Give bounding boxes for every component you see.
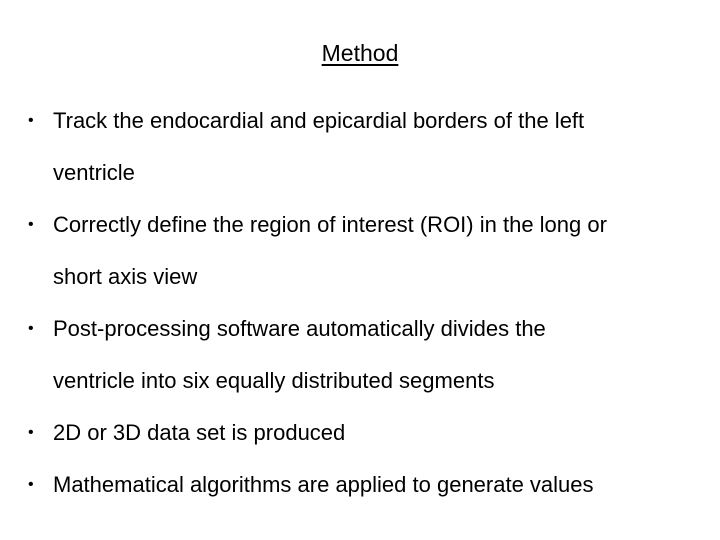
bullet-icon: • <box>28 476 34 493</box>
bullet-list <box>26 95 716 511</box>
bullet-item <box>26 303 716 407</box>
slide-title: Method <box>321 40 399 66</box>
bullet-text-line: Mathematical algorithms are applied to generate values <box>53 472 594 497</box>
bullet-icon: • <box>28 216 34 233</box>
bullet-item <box>26 459 716 511</box>
bullet-icon: • <box>28 424 34 441</box>
bullet-item <box>26 95 716 199</box>
bullet-item <box>26 199 716 303</box>
bullet-icon: • <box>28 112 34 129</box>
bullet-text-line: Track the endocardial and epicardial borders of the left <box>53 108 585 133</box>
bullet-text-line: short axis view <box>53 264 198 289</box>
bullet-item <box>26 407 716 459</box>
bullet-text-line: Post-processing software automatically divides the <box>53 316 546 341</box>
bullet-icon: • <box>28 320 34 337</box>
bullet-text-line: 2D or 3D data set is produced <box>53 420 346 445</box>
bullet-text-line: Correctly deﬁne the region of interest (ROI) in the long or <box>53 212 607 237</box>
bullet-text-line: ventricle into six equally distributed segments <box>53 368 495 393</box>
bullet-text-line: ventricle <box>53 160 135 185</box>
slide-title-container <box>0 38 720 68</box>
